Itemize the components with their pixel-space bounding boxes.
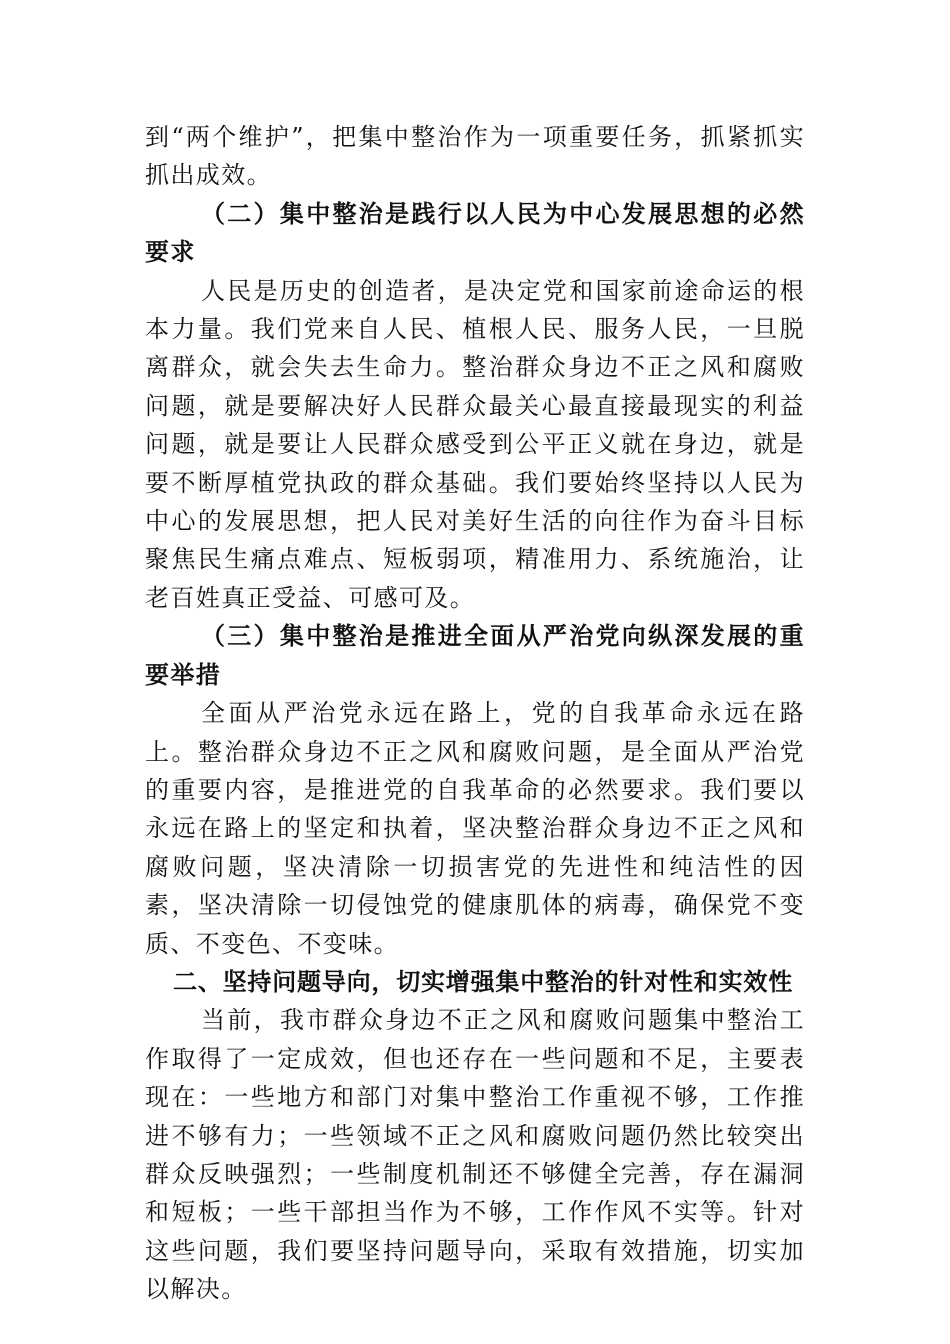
paragraph-people-centered: 人民是历史的创造者，是决定党和国家前途命运的根本力量。我们党来自人民、植根人民、服务人民，一旦脱离群众，就会失去生命力。整治群众身边不正之风和腐败问题，就是要解决好人民群众最关心最直接最现实的利益问题，就是要让人民群众感受到公平正义就在身边，就是要不断厚植党执政的群众基础。我们要始终坚持以人民为中心的发展思想，把人民对美好生活的向往作为奋斗目标聚焦民生痛点难点、短板弱项，精准用力、系统施治，让老百姓真正受益、可感可及。: [145, 276, 805, 612]
paragraph-current-issues: 当前，我市群众身边不正之风和腐败问题集中整治工作取得了一定成效，但也还存在一些问题和不足，主要表现在：一些地方和部门对集中整治工作重视不够，工作推进不够有力；一些领域不正之风和腐败问题仍然比较突出群众反映强烈；一些制度机制还不够健全完善，存在漏洞和短板；一些干部担当作为不够，工作作风不实等。针对这些问题，我们要坚持问题导向，采取有效措施，切实加以解决。: [145, 1006, 805, 1304]
subheading-3: （三）集中整治是推进全面从严治党向纵深发展的重要举措: [145, 621, 805, 689]
paragraph-continuation: 到“两个维护”，把集中整治作为一项重要任务，抓紧抓实抓出成效。: [145, 123, 805, 190]
section-heading-2: 二、坚持问题导向，切实增强集中整治的针对性和实效性: [173, 967, 793, 996]
paragraph-party-governance: 全面从严治党永远在路上，党的自我革命永远在路上。整治群众身边不正之风和腐败问题，是全面从严治党的重要内容，是推进党的自我革命的必然要求。我们要以永远在路上的坚定和执着，坚决整治群众身边不正之风和腐败问题，坚决清除一切损害党的先进性和纯洁性的因素，坚决清除一切侵蚀党的健康肌体的病毒，确保党不变质、不变色、不变味。: [145, 699, 805, 958]
document-page: [145, 118, 805, 1309]
subheading-2: （二）集中整治是践行以人民为中心发展思想的必然要求: [145, 198, 805, 267]
